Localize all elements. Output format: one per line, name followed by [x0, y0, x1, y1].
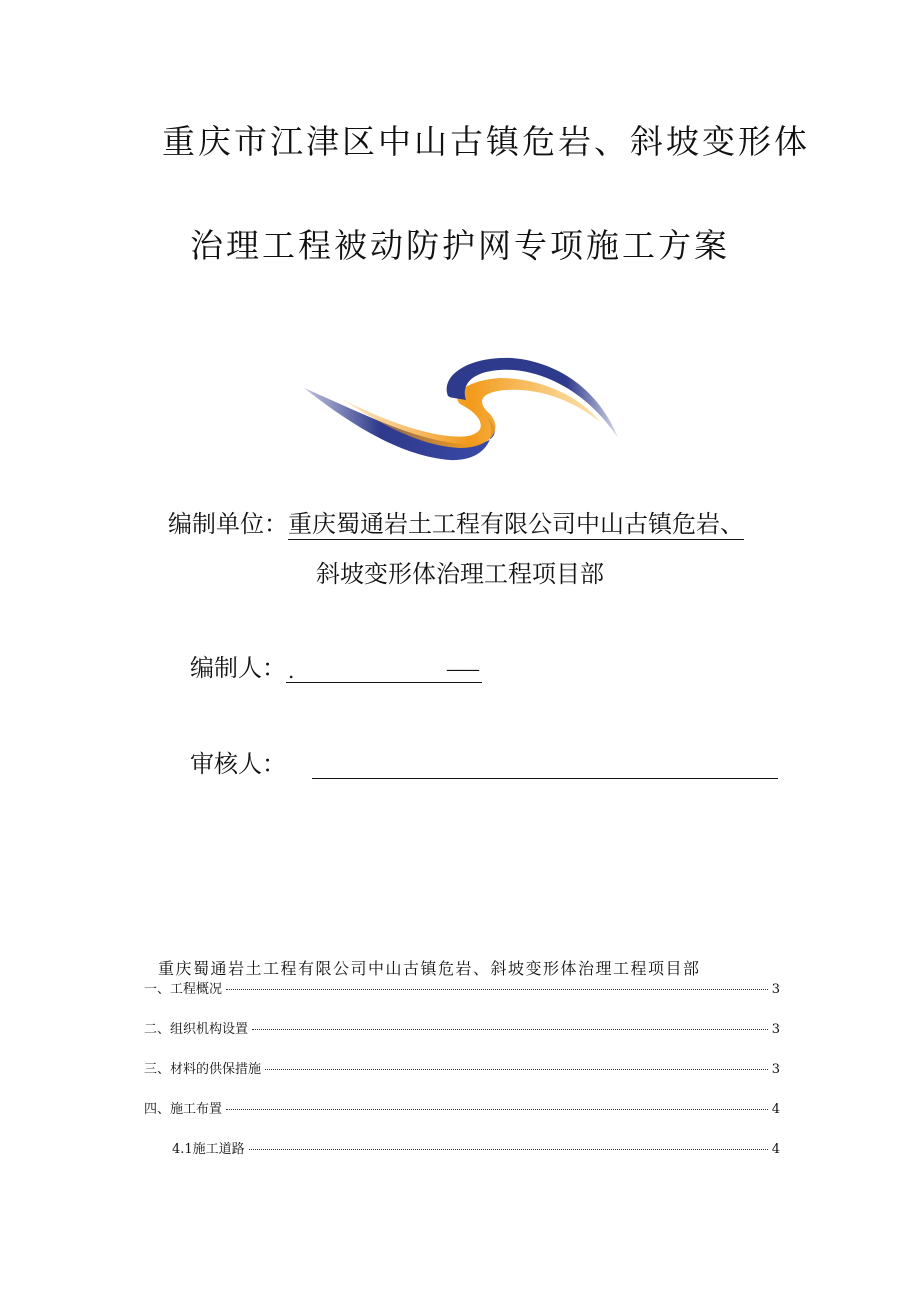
document-title-line1: 重庆市江津区中山古镇危岩、斜坡变形体: [162, 122, 810, 161]
toc-entry-text: 4.1施工道路: [172, 1142, 245, 1157]
compiling-unit-line1: [168, 504, 744, 539]
toc-heading: 重庆蜀通岩土工程有限公司中山古镇危岩、斜坡变形体治理工程项目部: [158, 959, 701, 978]
toc-entry[interactable]: [144, 1062, 780, 1078]
toc-entry[interactable]: [144, 1102, 780, 1118]
toc-entry-page: 3: [771, 1062, 780, 1077]
compiler-dot: .: [288, 659, 295, 683]
toc-leader-dots: [265, 1069, 768, 1070]
compiling-unit-line2: 斜坡变形体治理工程项目部: [316, 560, 604, 588]
reviewer-signature-line: [312, 754, 778, 779]
toc-leader-dots: [226, 1109, 768, 1110]
toc-entry[interactable]: [144, 1022, 780, 1038]
reviewer-label: 审核人：: [190, 750, 286, 778]
toc-entry-text: 二、组织机构设置: [144, 1022, 249, 1037]
compiler-signature-line: [286, 656, 482, 683]
toc-leader-dots: [249, 1149, 768, 1150]
reviewer-field: [190, 744, 778, 779]
toc-entry-text: 一、工程概况: [144, 982, 223, 997]
compiler-dash: ——: [446, 659, 478, 680]
toc-entry[interactable]: [172, 1142, 780, 1158]
compiler-label: 编制人：: [190, 654, 286, 682]
toc-entry-page: 4: [771, 1102, 780, 1117]
compiling-unit-label: 编制单位：: [168, 510, 288, 538]
toc-entry[interactable]: [144, 982, 780, 998]
toc-entry-text: 四、施工布置: [144, 1102, 223, 1117]
toc-entry-text: 三、材料的供保措施: [144, 1062, 262, 1077]
toc-leader-dots: [226, 989, 768, 990]
toc-entry-page: 3: [771, 982, 780, 997]
toc-entry-page: 4: [771, 1142, 780, 1157]
compiler-field: [190, 648, 482, 683]
toc-entry-page: 3: [771, 1022, 780, 1037]
toc-leader-dots: [252, 1029, 768, 1030]
document-title-line2: 治理工程被动防护网专项施工方案: [190, 226, 730, 265]
swoosh-logo-icon: [300, 352, 622, 472]
compiling-unit-value: 重庆蜀通岩土工程有限公司中山古镇危岩、: [288, 510, 744, 538]
